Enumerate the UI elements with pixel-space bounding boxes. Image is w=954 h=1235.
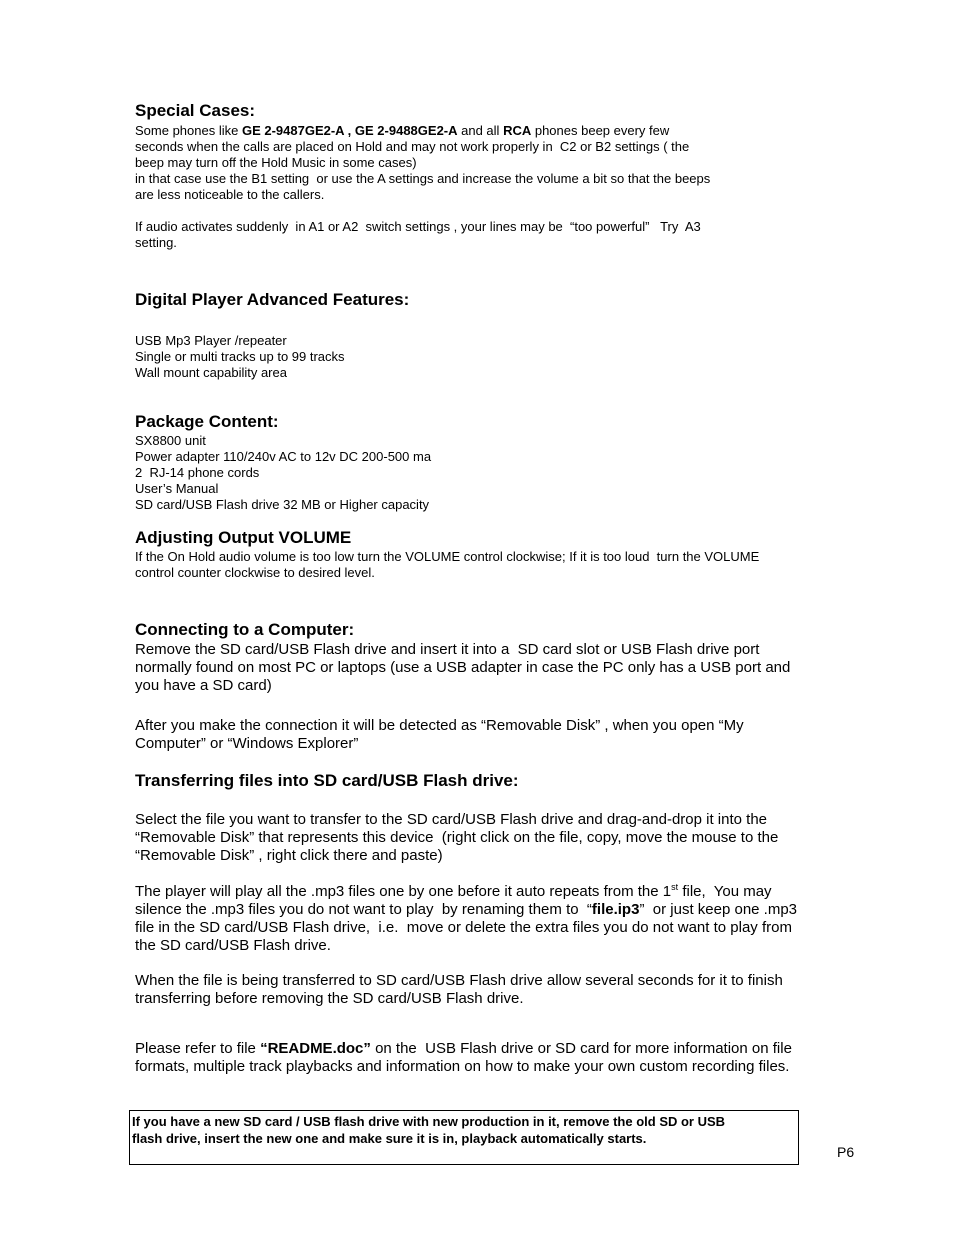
volume-paragraph: If the On Hold audio volume is too low turn the VOLUME control clockwise; If it is too loud turn the VOLUME control counter clockwise to desired level.	[135, 549, 760, 580]
transfer-paragraph-1: Select the file you want to transfer to the SD card/USB Flash drive and drag-and-drop it into the “Removable Disk” that represents this device (right click on the file, copy, move the mouse to the “Removable Disk” , right click there and paste)	[135, 811, 779, 864]
transfer-heading: Transferring files into SD card/USB Flash drive:	[135, 771, 519, 790]
notice-box: If you have a new SD card / USB flash drive with new production in it, remove the old SD or USB flash drive, insert the new one and make sure it is in, playback automatically starts.	[129, 1110, 799, 1165]
transfer-paragraph-3: When the file is being transferred to SD card/USB Flash drive allow several seconds for it to finish transferring before removing the SD card/USB Flash drive.	[135, 972, 783, 1007]
list-item: USB Mp3 Player /repeater	[135, 333, 287, 348]
list-item: User’s Manual	[135, 481, 219, 496]
special-cases-paragraph-2: If audio activates suddenly in A1 or A2 switch settings , your lines may be “too powerful” Try A3 setting.	[135, 219, 701, 250]
digital-player-list	[135, 333, 345, 381]
special-cases-heading: Special Cases:	[135, 101, 256, 120]
computer-paragraph-2: After you make the connection it will be detected as “Removable Disk” , when you open “My Computer” or “Windows Explorer”	[135, 717, 744, 752]
page-number: P6	[837, 1144, 855, 1160]
list-item: Power adapter 110/240v AC to 12v DC 200-500 ma	[135, 449, 432, 464]
list-item: 2 RJ-14 phone cords	[135, 465, 260, 480]
list-item: Wall mount capability area	[135, 365, 287, 380]
volume-heading: Adjusting Output VOLUME	[135, 528, 352, 547]
digital-player-heading: Digital Player Advanced Features:	[135, 290, 410, 309]
special-cases-paragraph-1: Some phones like GE 2-9487GE2-A , GE 2-9488GE2-A and all RCA phones beep every few seconds when the calls are placed on Hold and may not work properly in C2 or B2 settings ( the beep may turn off the Hold Music in some cases) in that case use the B1 setting or use the A settings and increase the volume a bit so that the beeps are less noticeable to the callers.	[135, 123, 711, 202]
computer-heading: Connecting to a Computer:	[135, 620, 355, 639]
list-item: Single or multi tracks up to 99 tracks	[135, 349, 345, 364]
list-item: SD card/USB Flash drive 32 MB or Higher capacity	[135, 497, 430, 512]
transfer-paragraph-2: The player will play all the .mp3 files one by one before it auto repeats from the 1st file, You may silence the .mp3 files you do not want to play by renaming them to “file.ip3” or just keep one .mp3 file in the SD card/USB Flash drive, i.e. move or delete the extra files you do not want to play from the SD card/USB Flash drive.	[135, 882, 798, 954]
package-content-list	[135, 433, 431, 513]
computer-paragraph-1: Remove the SD card/USB Flash drive and insert it into a SD card slot or USB Flash drive port normally found on most PC or laptops (use a USB adapter in case the PC only has a USB port and you have a SD card)	[135, 641, 791, 694]
package-content-heading: Package Content:	[135, 412, 279, 431]
list-item: SX8800 unit	[135, 433, 206, 448]
readme-paragraph: Please refer to file “README.doc” on the USB Flash drive or SD card for more information on file formats, multiple track playbacks and information on how to make your own custom recording files.	[135, 1040, 792, 1075]
